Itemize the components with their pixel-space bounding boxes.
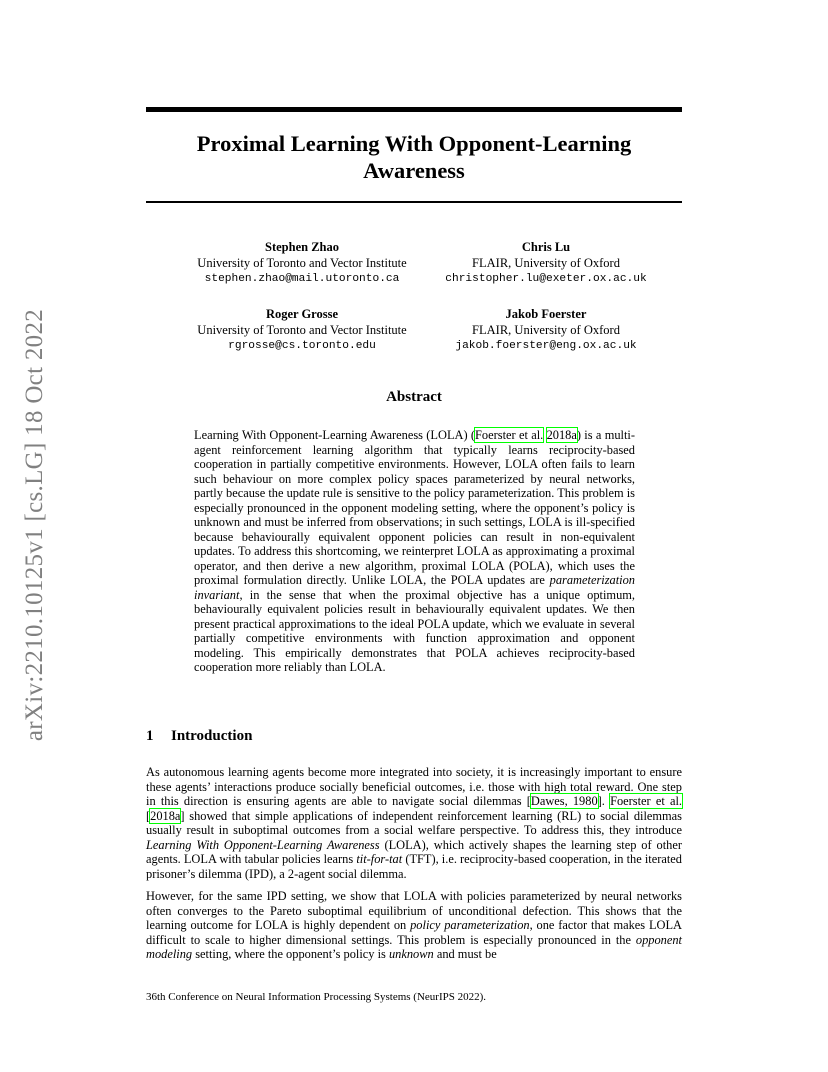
author-name: Stephen Zhao	[265, 240, 339, 254]
paragraph-text-segment: [	[146, 808, 151, 823]
author-name: Chris Lu	[521, 240, 571, 254]
abstract-text-segment: Learning With Opponent-Learning Awareness (LOLA) (	[194, 428, 476, 442]
paragraph-text-segment: (TFT), i.e. reciprocity-based cooperation, in the iterated prisoner’s dilemma (IPD), a 2-agent social dilemma.	[146, 852, 682, 881]
citation-link[interactable]: 2018a	[150, 808, 181, 823]
paragraph-text-segment: ].	[597, 794, 611, 808]
author-affiliation: FLAIR, University of Oxford	[472, 256, 620, 270]
intro-paragraph-1	[146, 765, 682, 881]
section-heading	[146, 728, 252, 745]
paragraph-emphasis: opponent modeling	[146, 932, 682, 961]
abstract-text-segment: , in the sense that when the proximal objective has a unique optimum, behaviourally equivalent policies result in behaviourally equivalent updates. We then present practical approximations to the ideal POLA update, which we evaluate in several partially competitive environments with function approximation and opponent modeling. This empirically demonstrates that POLA achieves reciprocity-based cooperation more reliably than LOLA.	[194, 587, 635, 674]
paper-title	[146, 130, 682, 184]
author-block-1	[146, 239, 458, 287]
paragraph-emphasis: policy parameterization	[410, 918, 530, 932]
title-line-2: Awareness	[363, 158, 465, 183]
title-line-1: Proximal Learning With Opponent-Learning	[196, 131, 632, 156]
author-name: Jakob Foerster	[505, 307, 587, 321]
citation-link[interactable]: Foerster et al.	[475, 428, 544, 442]
abstract-emphasis: parameterization invariant	[194, 573, 635, 602]
author-email[interactable]: rgrosse@cs.toronto.edu	[228, 340, 376, 352]
paragraph-text-segment: (LOLA), which actively shapes the learning step of other agents. LOLA with tabular policies learns	[146, 837, 682, 866]
paragraph-text-segment: , one factor that makes LOLA difficult to scale to higher dimensional settings. This problem is especially pronounced in the	[146, 918, 682, 947]
author-email[interactable]: jakob.foerster@eng.ox.ac.uk	[455, 340, 637, 352]
section-title: Introduction	[171, 728, 253, 744]
paragraph-text-segment: However, for the same IPD setting, we show that LOLA with policies parameterized by neural networks often converges to the Pareto suboptimal equilibrium of unconditional defection. This shows that the learning outcome for LOLA is highly dependent on	[146, 889, 682, 932]
paragraph-text-segment: ] showed that simple applications of independent reinforcement learning (RL) to social dilemmas usually result in suboptimal outcomes from a social welfare perspective. To address this, they introduce	[146, 808, 682, 837]
paragraph-emphasis: unknown	[388, 947, 434, 961]
arxiv-identifier: arXiv:2210.10125v1 [cs.LG] 18 Oct 2022	[21, 308, 48, 742]
abstract-text-segment: ) is a multi-agent reinforcement learning algorithm that typically learns reciprocity-based cooperation in partially competitive environments. However, LOLA often fails to learn such behaviour on more complex policy spaces parameterized by neural networks, partly because the update rule is sensitive to the policy parameterization. This problem is especially pronounced in the opponent modeling setting, where the opponent’s policy is unknown and must be inferred from observations; in such settings, LOLA is ill-specified because behaviourally equivalent opponent policies can result in non-equivalent updates. To address this shortcoming, we reinterpret LOLA as approximating a proximal operator, and then derive a new algorithm, proximal LOLA (POLA), which uses the proximal formulation directly. Unlike LOLA, the POLA updates are	[194, 428, 635, 587]
paragraph-text-segment: setting, where the opponent’s policy is	[192, 947, 389, 961]
intro-paragraph-2	[146, 889, 682, 962]
conference-footer: 36th Conference on Neural Information Processing Systems (NeurIPS 2022).	[146, 991, 487, 1003]
author-block-2	[420, 239, 672, 287]
author-affiliation: FLAIR, University of Oxford	[472, 323, 620, 337]
author-block-4	[420, 306, 672, 354]
author-block-3	[146, 306, 458, 354]
paragraph-text-segment: As autonomous learning agents become more integrated into society, it is increasingly important to ensure these agents’ interactions produce socially beneficial outcomes, i.e. those with high total reward. One step in this direction is ensuring agents are able to navigate social dilemmas [	[146, 765, 682, 808]
title-top-rule	[146, 107, 682, 112]
title-bottom-rule	[146, 201, 682, 203]
paragraph-emphasis: Learning With Opponent-Learning Awareness	[146, 837, 380, 852]
citation-link[interactable]: Foerster et al.	[610, 794, 683, 808]
abstract-text	[194, 428, 635, 675]
citation-link[interactable]: Dawes, 1980	[530, 794, 598, 808]
author-email[interactable]: christopher.lu@exeter.ox.ac.uk	[445, 273, 647, 285]
citation-link[interactable]: 2018a	[546, 428, 577, 442]
author-affiliation: University of Toronto and Vector Institute	[197, 323, 407, 337]
abstract-heading: Abstract	[386, 389, 442, 405]
author-email[interactable]: stephen.zhao@mail.utoronto.ca	[204, 273, 400, 285]
paragraph-emphasis: tit-for-tat	[356, 852, 403, 866]
author-name: Roger Grosse	[265, 307, 339, 321]
paragraph-text-segment: and must be	[433, 947, 497, 961]
author-affiliation: University of Toronto and Vector Institute	[197, 256, 407, 270]
section-number: 1	[146, 728, 154, 744]
